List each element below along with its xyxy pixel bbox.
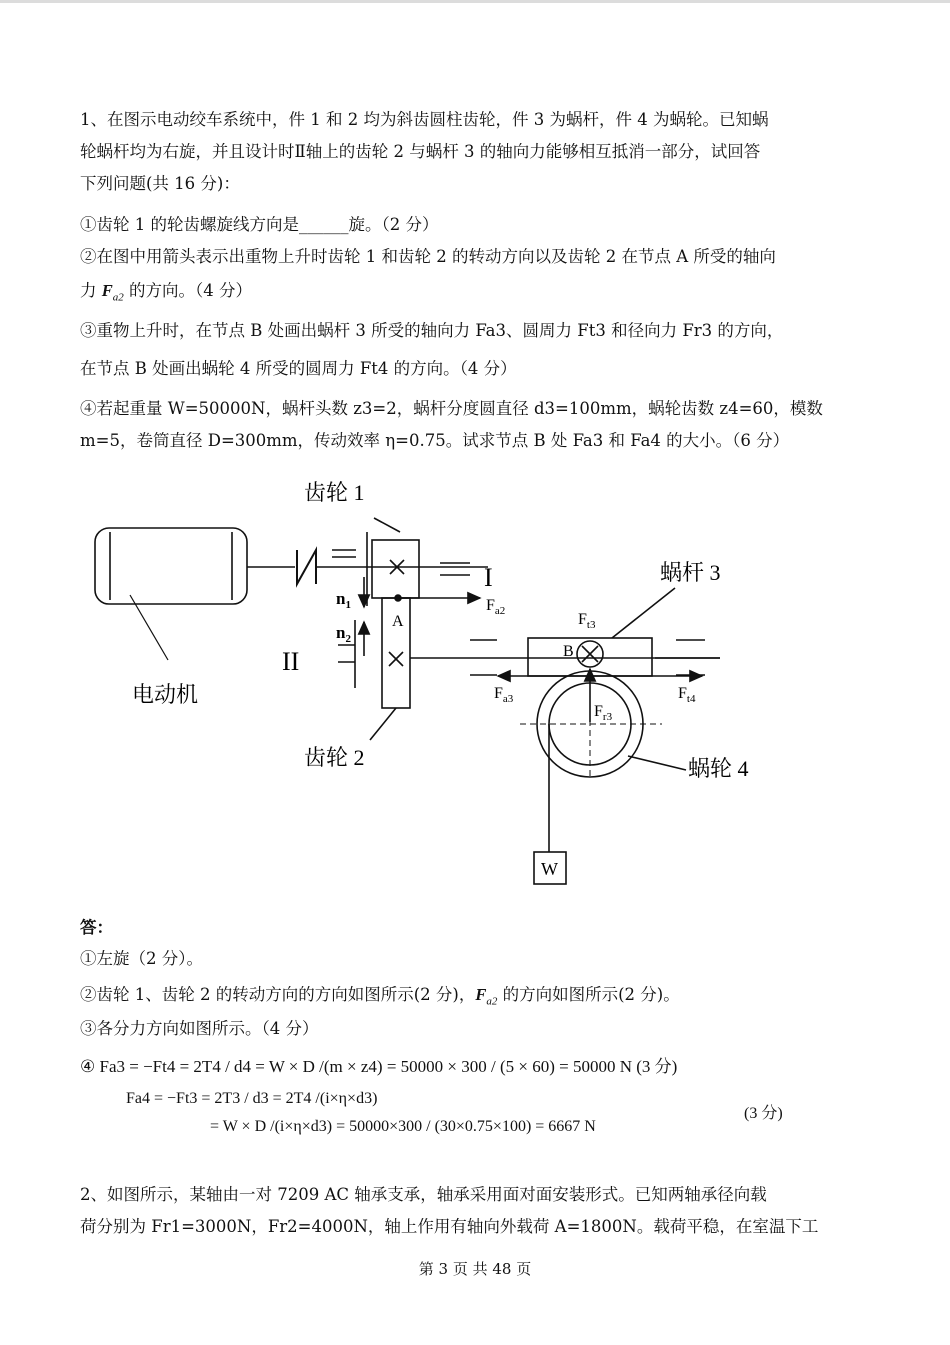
label-ft3: $F_{t3}$ (578, 611, 596, 631)
q1-sub1: ①齿轮 1 的轮齿螺旋线方向是______旋。（2 分） (80, 215, 439, 234)
answer-3: ③各分力方向如图所示。（4 分） (80, 1019, 319, 1038)
label-fa3: $F_{a3}$ (494, 685, 514, 705)
label-point-a: A (392, 613, 404, 630)
label-shaft1: I (484, 563, 493, 592)
label-ft4: $F_{t4}$ (678, 685, 696, 705)
q1-sub2b-symbol: F (101, 281, 113, 300)
q1-line1: 1、在图示电动绞车系统中，件 1 和 2 均为斜齿圆柱齿轮，件 3 为蜗杆，件 4 为蜗轮。已知蜗 (80, 110, 769, 129)
answer-4-line2: Fa4 = −Ft3 = 2T3 / d3 = 2T4 /(i×η×d3) (126, 1090, 378, 1107)
answer-2 (80, 984, 680, 1012)
answer-1: ①左旋（2 分）。 (80, 949, 203, 968)
label-worm3: 蜗杆 3 (660, 560, 721, 585)
q1-sub2b-post: 的方向。（4 分） (123, 281, 253, 300)
answer-4-line3: = W × D /(i×η×d3) = 50000×300 / (30×0.75×100) = 6667 N (210, 1118, 596, 1135)
label-fa2: $F_{a2}$ (486, 597, 506, 617)
q2-line2: 荷分别为 Fr1=3000N，Fr2=4000N，轴上作用有轴向外载荷 A=1800N。载荷平稳，在室温下工 (80, 1217, 819, 1236)
label-coupling: N (296, 570, 297, 571)
q1-sub4b: m=5，卷筒直径 D=300mm，传动效率 η=0.75。试求节点 B 处 Fa3 和 Fa4 的大小。（6 分） (80, 431, 790, 450)
q1-line3: 下列问题(共 16 分)： (80, 174, 240, 193)
q1-sub2b (80, 280, 252, 308)
motor-body (95, 528, 247, 604)
q1-sub2b-pre: 力 (80, 281, 102, 300)
label-gear1: 齿轮 1 (304, 480, 365, 505)
page-footer: 第 3 页 共 48 页 (418, 1260, 532, 1278)
q1-sub3a: ③重物上升时，在节点 B 处画出蜗杆 3 所受的轴向力 Fa3、圆周力 Ft3 和径向力 Fr3 的方向， (80, 321, 784, 340)
q1-sub2b-subscript: a2 (112, 291, 124, 304)
label-weight: W (541, 859, 558, 879)
answer-2-subscript: a2 (486, 995, 498, 1008)
q2-line1: 2、如图所示，某轴由一对 7209 AC 轴承支承，轴承采用面对面安装形式。已知两轴承径向载 (80, 1185, 767, 1204)
answer-2-post: 的方向如图所示(2 分)。 (497, 985, 680, 1004)
answer-2-symbol: F (475, 985, 487, 1004)
answer-heading: 答： (80, 918, 113, 937)
answer-4-score: (3 分) (744, 1105, 783, 1122)
label-wheel4: 蜗轮 4 (688, 756, 749, 781)
label-motor: 电动机 (132, 682, 199, 707)
winch-diagram (0, 470, 950, 910)
label-n1: $n_1$ (336, 589, 351, 611)
q1-sub4a: ④若起重量 W=50000N，蜗杆头数 z3=2，蜗杆分度圆直径 d3=100mm，蜗轮齿数 z4=60，模数 (80, 399, 823, 418)
label-point-b: B (563, 643, 574, 660)
top-border (0, 0, 950, 3)
answer-2-pre: ②齿轮 1、齿轮 2 的转动方向的方向如图所示(2 分)， (80, 985, 476, 1004)
label-fr3: $F_{r3}$ (594, 703, 613, 723)
coupling-icon (297, 550, 316, 584)
label-gear2: 齿轮 2 (304, 745, 365, 770)
q1-sub3b: 在节点 B 处画出蜗轮 4 所受的圆周力 Ft4 的方向。（4 分） (80, 359, 517, 378)
q1-sub2a: ②在图中用箭头表示出重物上升时齿轮 1 和齿轮 2 的转动方向以及齿轮 2 在节点 A 所受的轴向 (80, 247, 776, 266)
label-n2: $n_2$ (336, 623, 351, 645)
q1-line2: 轮蜗杆均为右旋，并且设计时Ⅱ轴上的齿轮 2 与蜗杆 3 的轴向力能够相互抵消一部分，试回答 (80, 142, 761, 161)
answer-4-line1: ④ Fa3 = −Ft4 = 2T4 / d4 = W × D /(m × z4) = 50000 × 300 / (5 × 60) = 50000 N (3 分) (80, 1057, 678, 1076)
label-shaft2: II (282, 647, 300, 676)
